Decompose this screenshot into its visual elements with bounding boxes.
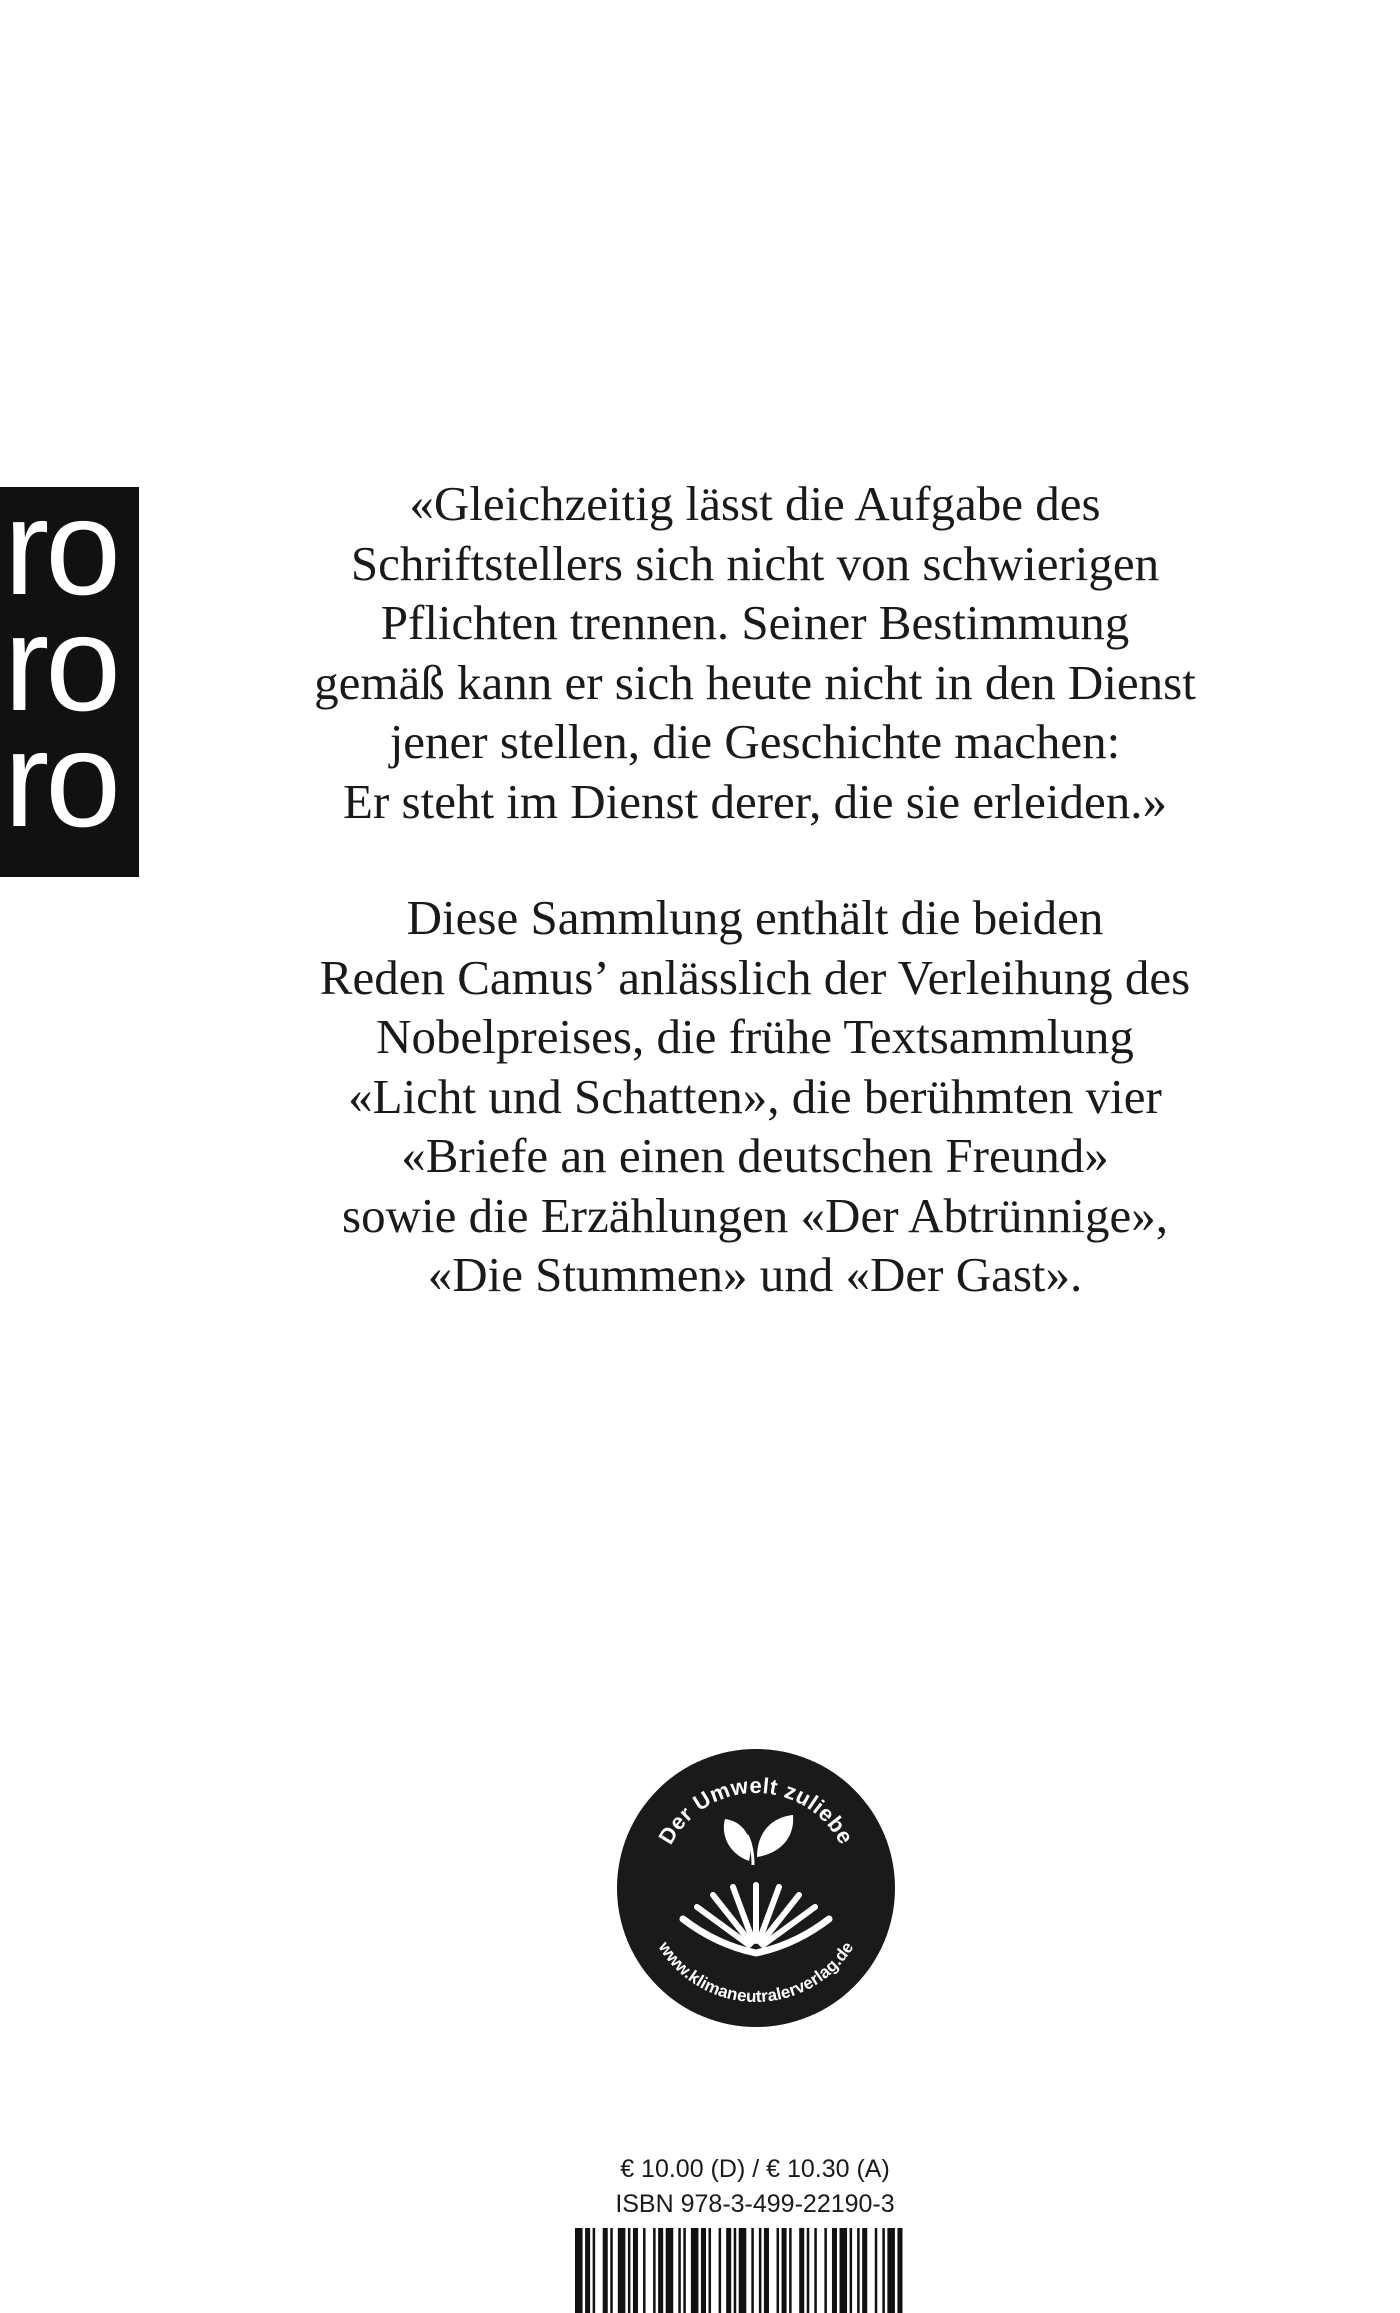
barcode-bar [575, 2228, 583, 2313]
barcode-bar [678, 2228, 681, 2313]
barcode-bar [887, 2228, 895, 2313]
description-line: Nobelpreises, die frühe Textsammlung [376, 1009, 1134, 1064]
isbn-line: ISBN 978-3-499-22190-3 [615, 2190, 895, 2218]
quote-text [240, 474, 1270, 831]
barcode-bar [850, 2228, 853, 2313]
rororo-logo [0, 487, 139, 877]
logo-line-1: ro [4, 487, 117, 623]
barcode-bar [789, 2228, 792, 2313]
badge-top-text: Der Umwelt zuliebe [653, 1772, 859, 1849]
barcode-bar [875, 2228, 878, 2313]
barcode-bar [585, 2228, 590, 2313]
barcode-bar [857, 2228, 860, 2313]
barcode-bar [739, 2228, 747, 2313]
barcode-bar [824, 2228, 827, 2313]
quote-line: «Gleichzeitig lässt die Aufgabe des [409, 476, 1101, 531]
description-line: «Briefe an einen deutschen Freund» [401, 1128, 1109, 1183]
barcode-bar [832, 2228, 837, 2313]
barcode-bar [658, 2228, 663, 2313]
price-isbn-block [600, 2152, 910, 2222]
barcode-bar [593, 2228, 596, 2313]
barcode-bar [840, 2228, 848, 2313]
barcode-bar [764, 2228, 769, 2313]
description-line: «Licht und Schatten», die berühmten vier [348, 1068, 1162, 1124]
barcode-bar [628, 2228, 631, 2313]
climate-neutral-badge [617, 1749, 895, 2027]
barcode-bar [734, 2228, 737, 2313]
barcode-bar [799, 2228, 804, 2313]
logo-line-3: ro [4, 703, 117, 855]
quote-line: Schriftstellers sich nicht von schwierigen [350, 535, 1160, 591]
barcode-bar [691, 2228, 699, 2313]
barcode-bar [643, 2228, 646, 2313]
barcode-bar [782, 2228, 787, 2313]
barcode-bar [603, 2228, 608, 2313]
quote-line: Pflichten trennen. Seiner Bestimmung [380, 595, 1130, 650]
barcode-bar [618, 2228, 626, 2313]
barcode-bar [709, 2228, 712, 2313]
barcode-bar [666, 2228, 674, 2313]
barcode-bar [610, 2228, 613, 2313]
barcode-bar [807, 2228, 810, 2313]
barcode-bar [814, 2228, 817, 2313]
isbn-barcode [575, 2228, 905, 2313]
barcode-bar [751, 2228, 754, 2313]
barcode-bar [862, 2228, 867, 2313]
barcode-bar [882, 2228, 885, 2313]
description-line: Reden Camus’ anlässlich der Verleihung des [319, 949, 1191, 1005]
barcode-bar [726, 2228, 731, 2313]
description-text [240, 888, 1270, 1305]
barcode-bar [653, 2228, 656, 2313]
barcode-bar [719, 2228, 722, 2313]
badge-bottom-text: www.klimaneutralerverlag.de [654, 1938, 858, 2007]
quote-line: jener stellen, die Geschichte machen: [389, 714, 1121, 769]
logo-line-2: ro [4, 587, 117, 739]
description-line: sowie die Erzählungen «Der Abtrünnige», [342, 1187, 1168, 1243]
description-line: Diese Sammlung enthält die beiden [406, 890, 1104, 945]
barcode-bar [633, 2228, 638, 2313]
quote-line: Er steht im Dienst derer, die sie erleiden.» [343, 773, 1167, 829]
barcode-bar [777, 2228, 780, 2313]
description-line: «Die Stummen» und «Der Gast». [427, 1247, 1083, 1302]
quote-line: gemäß kann er sich heute nicht in den Dienst [314, 654, 1196, 710]
price-line: € 10.00 (D) / € 10.30 (A) [620, 2155, 890, 2183]
barcode-bar [759, 2228, 762, 2313]
barcode-bar [701, 2228, 706, 2313]
barcode-bar [683, 2228, 686, 2313]
barcode-bar [897, 2228, 902, 2313]
